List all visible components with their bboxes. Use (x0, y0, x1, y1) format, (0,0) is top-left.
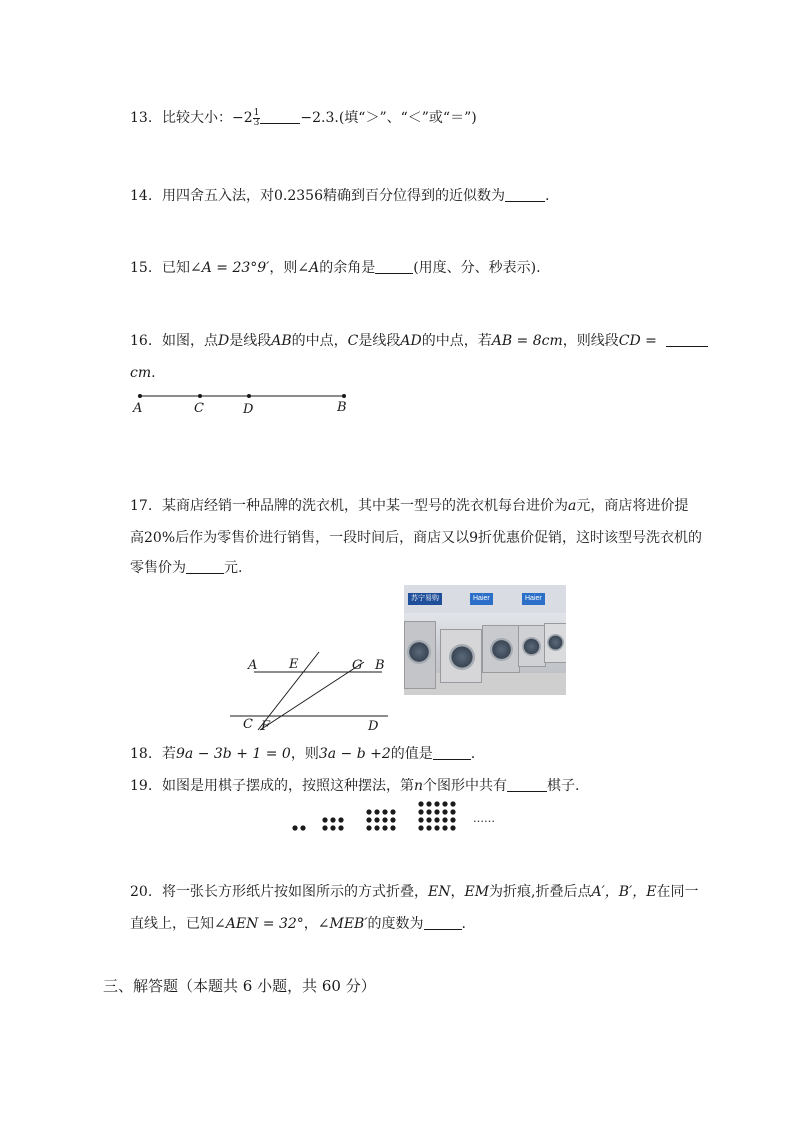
answer-blank[interactable] (505, 185, 545, 202)
chess-piece-dot (418, 825, 423, 830)
washing-machine (518, 625, 546, 667)
math-var: C (347, 333, 359, 349)
question-text: (用度、分、秒表示). (413, 260, 541, 276)
question-text: 的余角是 (319, 260, 376, 276)
question-number: 13. (130, 110, 153, 126)
chess-piece-dot (330, 825, 335, 830)
question-text: ，则 (290, 746, 319, 762)
store-sign: 苏宁易购 (408, 593, 442, 605)
chess-pattern-figure (285, 798, 515, 840)
question-text: 元. (224, 560, 243, 576)
answer-blank[interactable] (186, 557, 224, 574)
answer-blank[interactable] (507, 775, 547, 792)
washing-machine-photo (404, 585, 566, 695)
chess-piece-dot (426, 817, 431, 822)
chess-piece-dot (382, 817, 387, 822)
question-text: 的中点， (291, 333, 348, 349)
label-a: A (248, 658, 258, 673)
chess-piece-dot (426, 825, 431, 830)
math-var: EN (428, 884, 451, 900)
washing-machine (440, 629, 482, 683)
question-16 (130, 325, 700, 357)
chess-piece-dot (442, 825, 447, 830)
question-17 (130, 490, 700, 522)
label-c: C (194, 401, 204, 416)
chess-piece-dot (450, 817, 455, 822)
label-a: A (133, 401, 143, 416)
question-17-line3-text (130, 552, 700, 584)
label-d: D (243, 402, 254, 417)
washing-machine (544, 623, 566, 663)
minus-sign: − (232, 110, 244, 126)
chess-piece-dot (450, 801, 455, 806)
math-expression: 3a − b +2 (318, 746, 391, 762)
brand-sign: Haier (470, 593, 493, 605)
chess-piece-dot (442, 817, 447, 822)
question-text: . (470, 746, 476, 762)
question-text: 元，商店将进价提 (576, 498, 689, 514)
question-text: 若 (162, 746, 176, 762)
question-text: 是线段 (229, 333, 272, 349)
question-20 (130, 876, 700, 908)
question-text: −2.3.(填“＞”、“＜”或“＝”) (300, 110, 477, 126)
ellipsis: …… (473, 812, 495, 825)
chess-piece-dot (382, 809, 387, 814)
chess-piece-dot (450, 809, 455, 814)
question-text: 用四舍五入法，对0.2356精确到百分位得到的近似数为 (162, 188, 505, 204)
label-g: G (352, 658, 363, 673)
question-text: 高20%后作为零售价进行销售，一段时间后，商店又以9折优惠价促销，这时该型号洗衣机的 (130, 530, 703, 546)
question-text: 的值是 (390, 746, 433, 762)
math-expression: CD = (618, 333, 657, 349)
chess-piece-dot (442, 801, 447, 806)
question-text: 在同一 (656, 884, 699, 900)
math-expression: ∠A (297, 260, 320, 276)
question-text: 如图，点 (162, 333, 218, 349)
question-text: 棋子. (547, 778, 580, 794)
question-number: 17. (130, 498, 153, 514)
machine-door (449, 644, 475, 670)
chess-piece-dot (338, 817, 343, 822)
math-var: n (414, 778, 424, 794)
chess-piece-dot (382, 825, 387, 830)
question-text: . (151, 365, 156, 381)
machine-door (490, 638, 513, 661)
chess-piece-dot (390, 809, 395, 814)
machine-door (547, 634, 564, 651)
math-expression: 9a − 3b + 1 = 0 (176, 746, 291, 762)
chess-piece-dot (322, 817, 327, 822)
question-text: ， (303, 916, 318, 932)
question-text: . (461, 916, 466, 932)
question-text: 比较大小： (162, 110, 232, 126)
label-c: C (243, 717, 253, 732)
question-15 (130, 252, 700, 284)
machine-door (522, 637, 541, 656)
math-var: EM (464, 884, 490, 900)
question-16-unit (130, 357, 700, 389)
math-expression: ∠MEB′ (317, 916, 368, 932)
chess-piece-dot (374, 825, 379, 830)
answer-blank[interactable] (424, 913, 462, 930)
chess-piece-dot (426, 809, 431, 814)
section-heading: 三、解答题（本题共 6 小题，共 60 分） (103, 977, 376, 995)
fraction (253, 109, 261, 128)
chess-piece-dot (374, 817, 379, 822)
chess-piece-dot (374, 809, 379, 814)
chess-piece-dot (366, 809, 371, 814)
question-text: 某商店经销一种品牌的洗衣机，其中某一型号的洗衣机每台进价为 (162, 498, 568, 514)
math-expression: ∠A = 23°9′ (190, 260, 270, 276)
label-f: F (261, 719, 271, 734)
answer-blank[interactable] (260, 107, 300, 124)
question-number: 18. (130, 746, 153, 762)
point-b (342, 394, 346, 398)
question-text: 的中点，若 (421, 333, 492, 349)
question-18 (130, 738, 700, 770)
chess-piece-dot (292, 825, 297, 830)
question-text: 如图是用棋子摆成的，按照这种摆法，第 (162, 778, 414, 794)
machine-door (407, 640, 431, 664)
answer-blank[interactable] (666, 330, 708, 347)
question-text: 个图形中共有 (423, 778, 508, 794)
question-text: ，则 (269, 260, 298, 276)
fraction-denominator: 3 (253, 117, 260, 128)
label-b: B (375, 658, 385, 673)
question-text: ， (450, 884, 465, 900)
washing-machine (482, 625, 520, 673)
chess-piece-dot (366, 825, 371, 830)
label-d: D (368, 719, 379, 734)
question-20-line2 (130, 908, 700, 940)
chess-piece-dot (418, 809, 423, 814)
math-expression: AB = 8cm (491, 333, 563, 349)
point-d (247, 394, 251, 398)
fraction-numerator: 1 (253, 107, 260, 118)
chess-piece-dot (330, 817, 335, 822)
question-13 (130, 102, 700, 134)
question-number: 20. (130, 884, 153, 900)
question-text: 零售价为 (130, 560, 186, 576)
math-var: D (218, 333, 230, 349)
mixed-number-whole: 2 (243, 110, 253, 126)
math-var: AB (271, 333, 292, 349)
question-text: . (545, 188, 550, 204)
chess-piece-dot (450, 825, 455, 830)
chess-piece-dot (300, 825, 305, 830)
question-number: 15. (130, 260, 153, 276)
math-var: a (568, 498, 577, 514)
chess-piece-dot (434, 809, 439, 814)
point-c (198, 394, 202, 398)
question-text: 直线上，已知 (130, 916, 214, 932)
question-17-line2 (130, 522, 703, 554)
chess-piece-dot (442, 809, 447, 814)
chess-piece-dot (418, 801, 423, 806)
question-text: 将一张长方形纸片按如图所示的方式折叠， (162, 884, 428, 900)
segment-figure (128, 388, 358, 418)
chess-piece-dot (434, 825, 439, 830)
chess-piece-dot (366, 817, 371, 822)
chess-piece-dot (426, 801, 431, 806)
math-var: AD (400, 333, 422, 349)
parallel-lines-figure (222, 648, 402, 738)
chess-piece-dot (418, 817, 423, 822)
chess-piece-dot (390, 825, 395, 830)
label-b: B (337, 400, 347, 415)
washing-machine (404, 621, 436, 689)
question-14 (130, 180, 700, 212)
chess-piece-dot (338, 825, 343, 830)
question-text: 的度数为 (367, 916, 424, 932)
question-text: ，则线段 (562, 333, 619, 349)
chess-piece-dot (434, 817, 439, 822)
question-text: 已知 (162, 260, 190, 276)
answer-blank[interactable] (375, 257, 413, 274)
label-e: E (289, 657, 299, 672)
question-text: 是线段 (358, 333, 401, 349)
question-number: 14. (130, 188, 153, 204)
answer-blank[interactable] (433, 743, 471, 760)
point-a (138, 394, 142, 398)
chess-piece-dot (434, 801, 439, 806)
question-text: 为折痕,折叠后点 (489, 884, 592, 900)
brand-sign: Haier (522, 593, 545, 605)
math-expression: A′，B′，E (591, 884, 657, 900)
chess-piece-dot (390, 817, 395, 822)
unit-label: cm (130, 365, 152, 381)
question-number: 19. (130, 778, 153, 794)
question-number: 16. (130, 333, 153, 349)
math-expression: ∠AEN = 32° (214, 916, 304, 932)
chess-piece-dot (322, 825, 327, 830)
